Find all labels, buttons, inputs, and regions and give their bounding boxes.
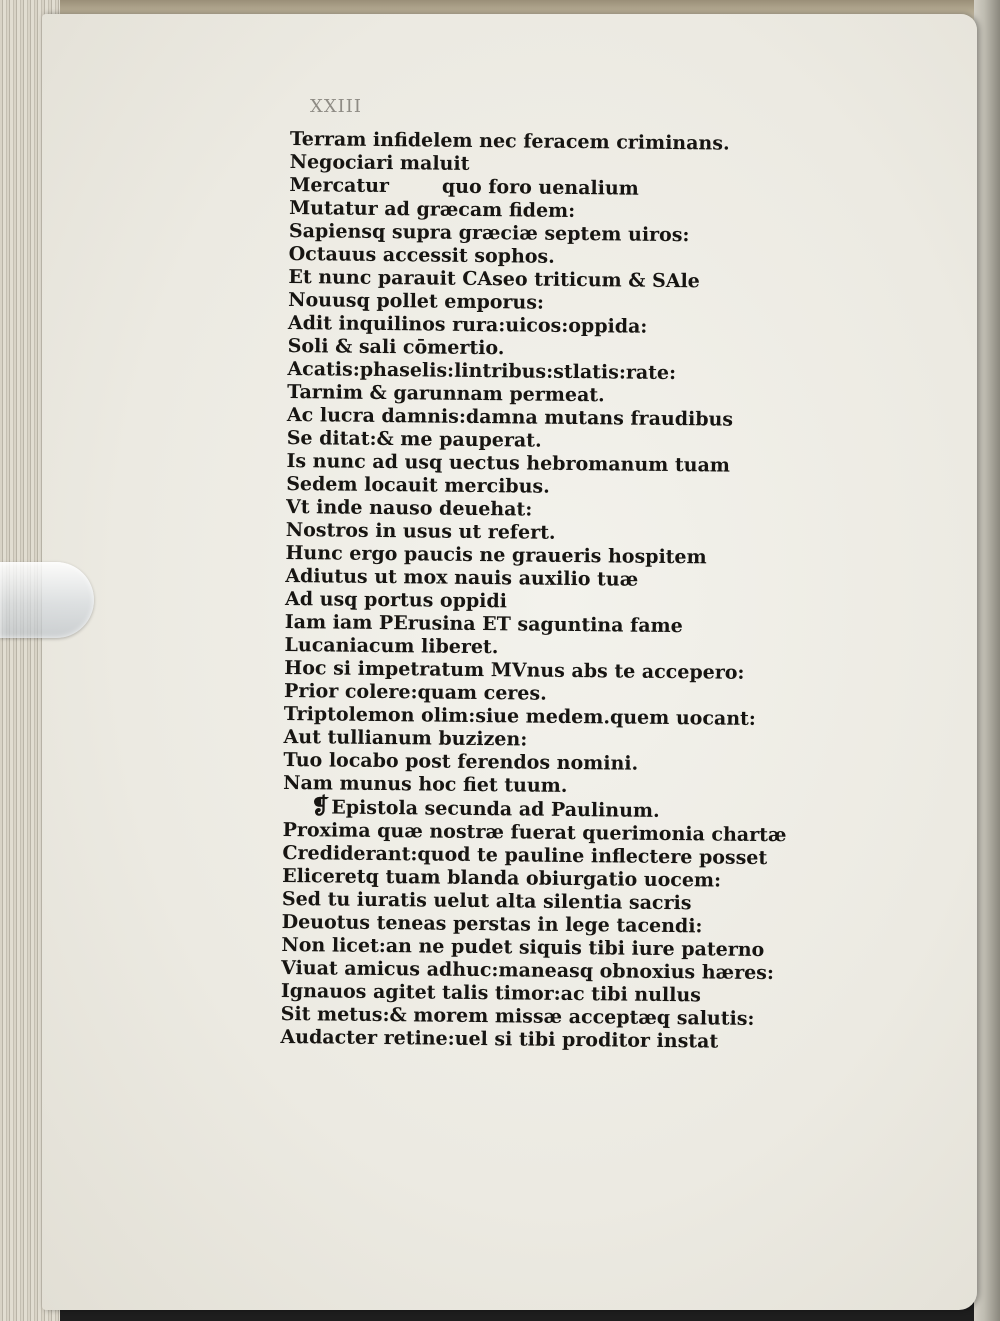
text-line: Nouusq̧ pollet emporus:: [288, 288, 545, 314]
epistle-heading-text: Epistola secunda ad Paulinum.: [331, 796, 660, 822]
text-line: Eliceretq̧ tuam blanda obiurgatio uocem:: [282, 864, 722, 892]
folio-number: XXIII: [310, 96, 362, 117]
text-line: Ignauos agitet talis timor:ac tibi nullus: [280, 979, 702, 1007]
text-line: Ac lucra damnis:damna mutans fraudibus: [286, 403, 734, 431]
text-line: Tarnim & garunnam permeat.: [287, 380, 605, 407]
text-line: Deuotus teneas perstas in lege tacendi:: [281, 910, 703, 938]
text-line: Adiutus ut mox nauis auxilio tuæ: [285, 564, 639, 591]
text-line: Nostros in usus ut refert.: [285, 518, 556, 544]
text-line: Mutatur ad græcam fidem:: [289, 196, 576, 222]
text-line: Hunc ergo paucis ne graueris hospitem: [285, 541, 707, 569]
text-line: Viuat amicus adhuc:maneasq̧ obnoxius hæres:: [281, 956, 775, 985]
text-line: Audacter retine:uel si tibi proditor instat: [280, 1025, 719, 1053]
text-line: Is nunc ad usq̧ uectus hebromanum tuam: [286, 449, 731, 477]
plastic-page-clip: [0, 562, 94, 638]
text-line: Aut tullianum buzizen:: [283, 725, 528, 751]
text-line: Hoc si impetratum MVnus abs te accepero:: [284, 656, 745, 684]
text-line: Terram infidelem nec feracem criminans.: [289, 128, 730, 155]
book-right-edge: [974, 0, 1000, 1321]
text-line: Sit metus:& morem missæ acceptæq̧ salutis:: [280, 1002, 755, 1030]
text-line: Prior colere:quam ceres.: [283, 679, 547, 705]
text-line: Lucaniacum liberet.: [284, 633, 499, 659]
text-line: Adit inquilinos rura:uicos:oppida:: [287, 311, 648, 338]
text-line: Octauus accessit sophos.: [288, 242, 555, 268]
text-line: Proxima quæ nostræ fuerat querimonia chartæ: [282, 818, 787, 847]
text-line: Sapiensq̧ supra græciæ septem uiros:: [288, 219, 690, 247]
text-line: Ad usq̧ portus oppidi: [284, 587, 508, 613]
text-line: Negociari maluit: [289, 150, 470, 175]
text-line: Vt inde nauso deuehat:: [285, 495, 533, 521]
text-line: Sed tu iuratis uelut alta silentia sacris: [281, 887, 692, 915]
text-line: Mercatur quo foro uenalium: [289, 173, 639, 200]
text-line: Se ditat:& me pauperat.: [286, 426, 542, 452]
text-line: Acatis:phaselis:lintribus:stlatis:rate:: [287, 357, 677, 385]
text-line: Soli & sali cōmertio.: [287, 334, 505, 360]
text-line: Iam iam PErusina ET saguntina fame: [284, 610, 683, 638]
pilcrow-icon: ❡: [310, 793, 330, 820]
text-line: Non licet:an ne pudet siquis tibi iure paterno: [281, 933, 765, 962]
text-line: Et nunc parauit CAseo triticum & SAle: [288, 265, 700, 293]
verse-text-block: [280, 128, 787, 1054]
text-line: Tuo locabo post ferendos nomini.: [283, 748, 639, 775]
text-line: Sedem locauit mercibus.: [286, 472, 550, 498]
text-line: Crediderant:quod te pauline inflectere posset: [282, 841, 768, 870]
text-line: Nam munus hoc fiet tuum.: [283, 771, 568, 797]
text-line: Triptolemon olim:siue medem.quem uocant:: [283, 702, 757, 730]
